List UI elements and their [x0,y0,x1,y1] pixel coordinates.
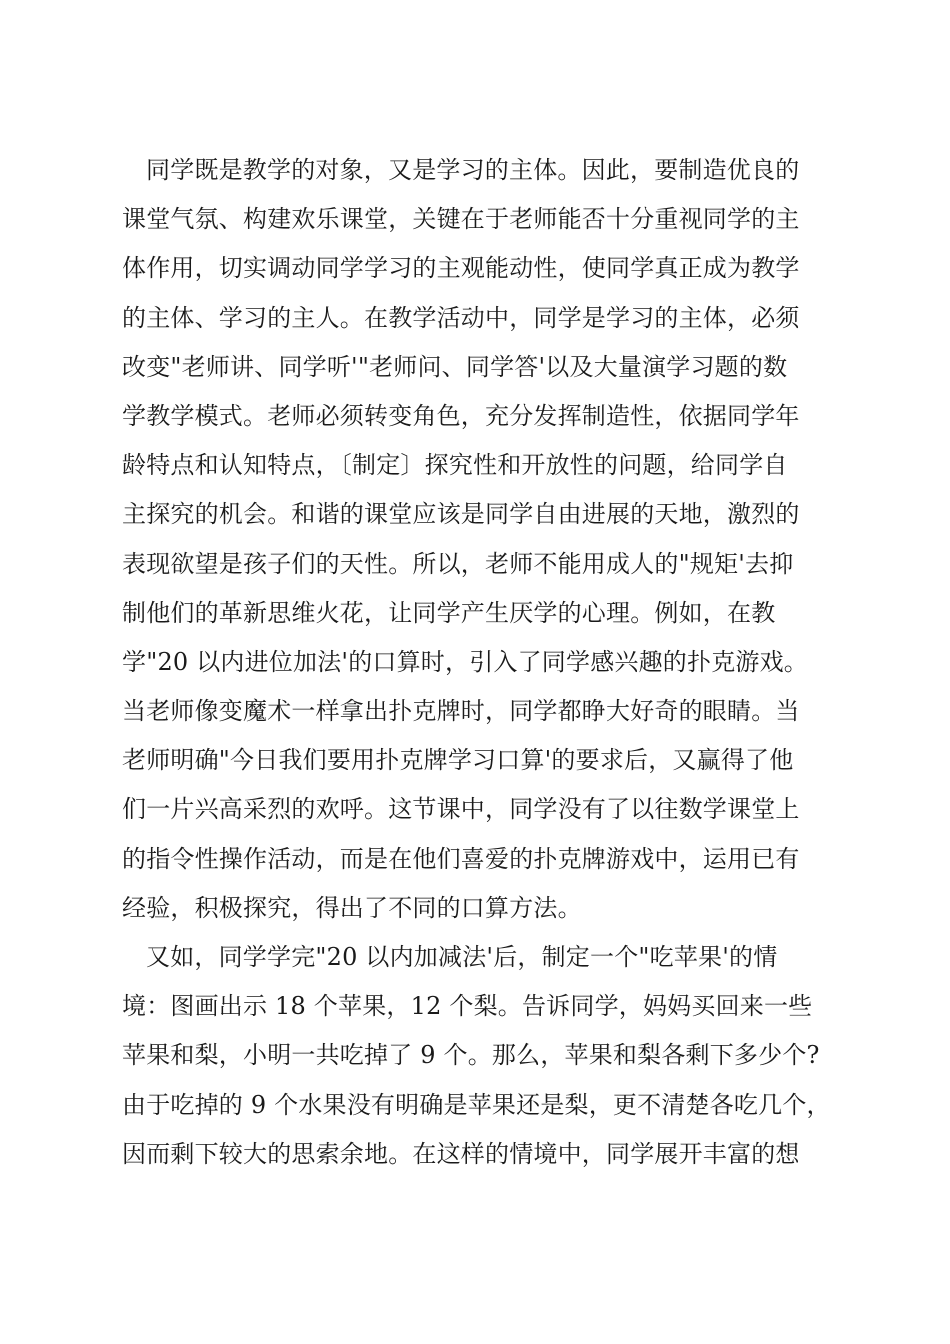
paragraph-2-line-2: 境：图画出示 18 个苹果，12 个梨。告诉同学，妈妈买回来一些 [122,992,813,1021]
paragraph-2-line-4: 由于吃掉的 9 个水果没有明确是苹果还是梨，更不清楚各吃几个， [122,1090,831,1119]
paragraph-1-line-2: 课堂气氛、构建欢乐课堂，关键在于老师能否十分重视同学的主 [122,205,800,234]
paragraph-1-line-11: 学"20 以内进位加法'的口算时，引入了同学感兴趣的扑克游戏。 [122,647,809,676]
body-text [122,146,852,1179]
paragraph-1-line-5: 改变"老师讲、同学听'"老师问、同学答'以及大量演学习题的数 [122,352,788,381]
paragraph-1-line-9: 表现欲望是孩子们的天性。所以，老师不能用成人的"规矩'去抑 [122,549,794,578]
paragraph-1-line-8: 主探究的机会。和谐的课堂应该是同学自由进展的天地，激烈的 [122,500,800,529]
paragraph-1-line-13: 老师明确"今日我们要用扑克牌学习口算'的要求后，又赢得了他 [122,746,794,775]
paragraph-1-line-4: 的主体、学习的主人。在教学活动中，同学是学习的主体，必须 [122,303,800,332]
paragraph-1-line-10: 制他们的革新思维火花，让同学产生厌学的心理。例如，在教 [122,598,776,627]
paragraph-2-line-1: 又如，同学学完"20 以内加减法'后，制定一个"吃苹果'的情 [146,943,778,971]
paragraph-1-line-7: 龄特点和认知特点，〔制定〕探究性和开放性的问题，给同学自 [122,451,788,480]
paragraph-1-line-1: 同学既是教学的对象，又是学习的主体。因此，要制造优良的 [146,156,800,184]
paragraph-1-line-14: 们一片兴高采烈的欢呼。这节课中，同学没有了以往数学课堂上 [122,795,800,824]
paragraph-1-line-16: 经验，积极探究，得出了不同的口算方法。 [122,893,582,922]
paragraph-2-line-5: 因而剩下较大的思索余地。在这样的情境中，同学展开丰富的想 [122,1139,800,1168]
paragraph-1-line-15: 的指令性操作活动，而是在他们喜爱的扑克牌游戏中，运用已有 [122,844,800,873]
paragraph-1-line-12: 当老师像变魔术一样拿出扑克牌时，同学都睁大好奇的眼睛。当 [122,697,800,726]
paragraph-2-line-3: 苹果和梨，小明一共吃掉了 9 个。那么，苹果和梨各剩下多少个? [122,1041,820,1070]
paragraph-1-line-6: 学教学模式。老师必须转变角色，充分发挥制造性，依据同学年 [122,401,800,430]
paragraph-1-line-3: 体作用，切实调动同学学习的主观能动性，使同学真正成为教学 [122,254,800,283]
